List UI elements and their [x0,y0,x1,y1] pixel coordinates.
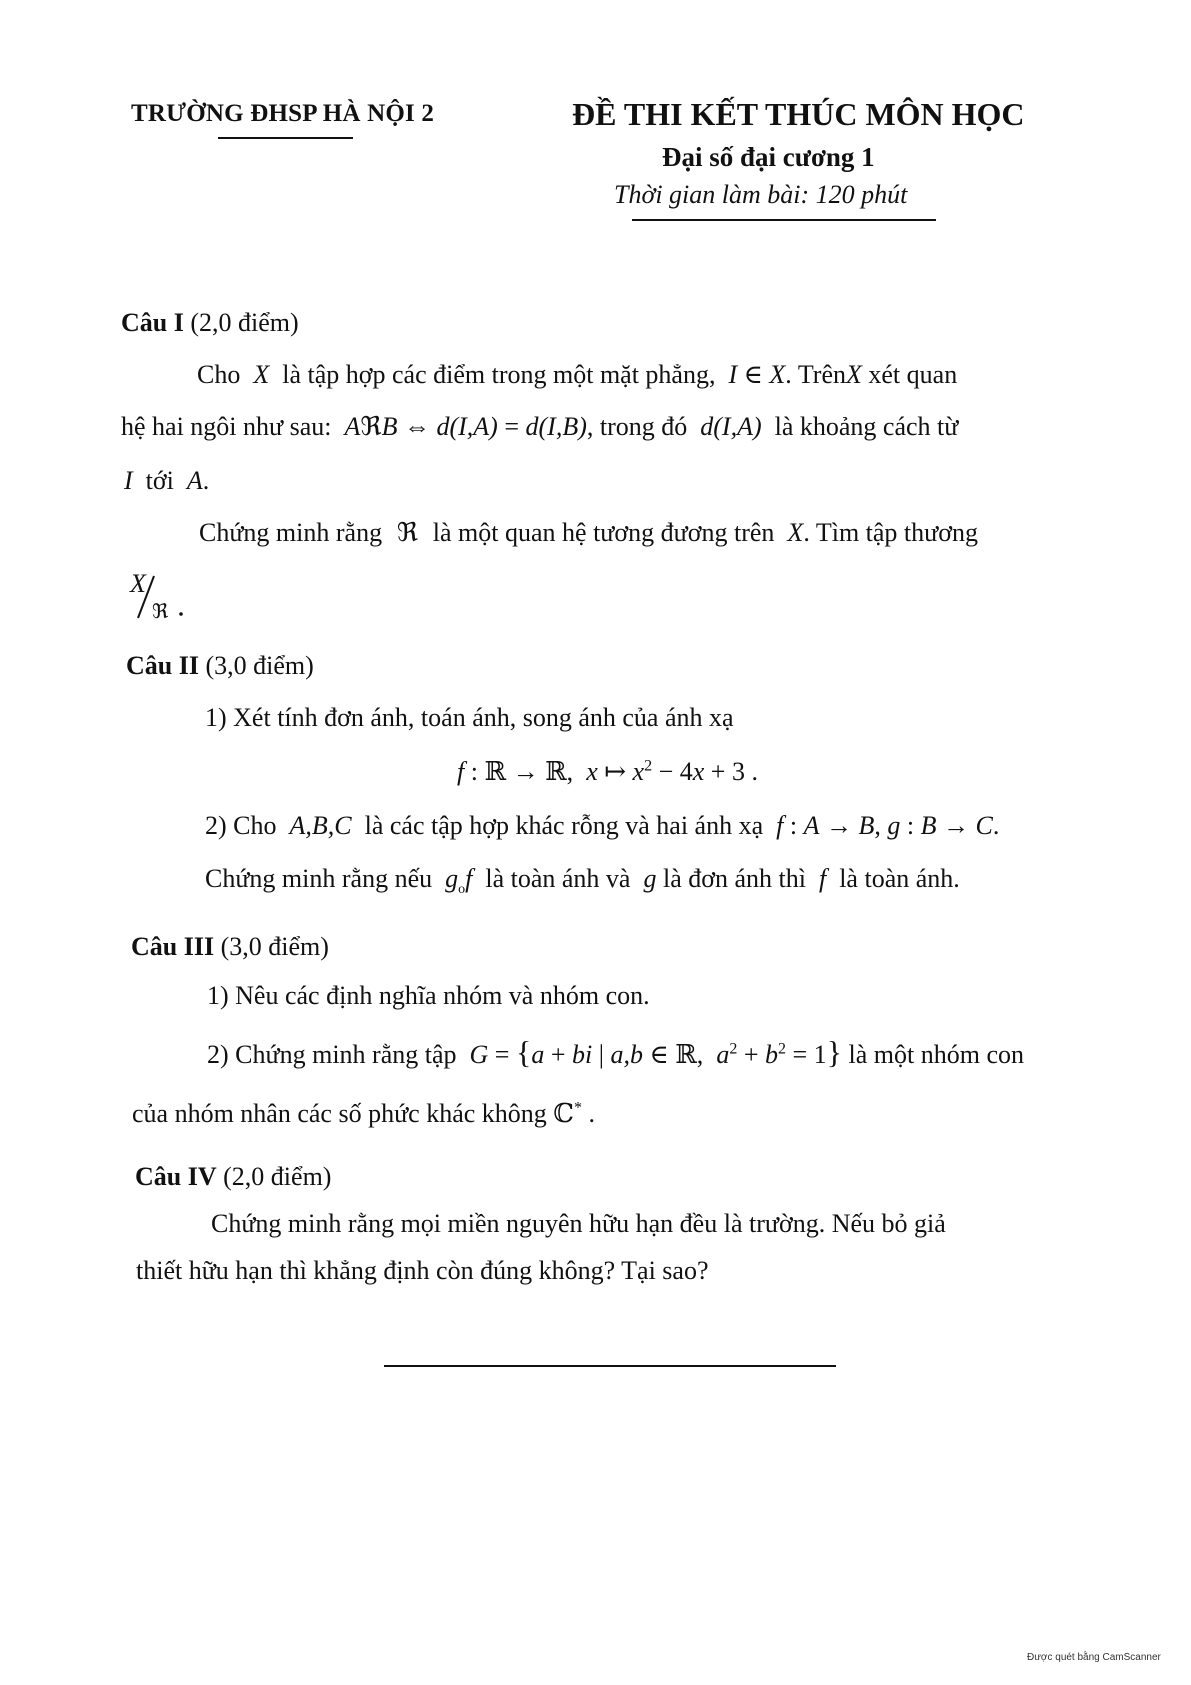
q1-line4: Chứng minh rằng ℜ là một quan hệ tương đương trên X. Tìm tập thương [199,518,978,548]
svg-text:X: X [130,569,146,598]
q1-text: là tập hợp các điểm trong một mặt phẳng, [282,360,716,389]
q2-points: (3,0 điểm) [205,651,314,680]
q2-item2-line2: Chứng minh rằng nếu $g_of$ là toàn ánh và g là đơn ánh thì f là toàn ánh. [205,864,960,898]
q2-text: là các tập hợp khác rỗng và hai ánh xạ [364,811,764,840]
q3-text: của nhóm nhân các số phức khác không [132,1099,547,1128]
q2-text: Chứng minh rằng nếu [205,864,433,893]
q1-text: . Trên [785,360,846,389]
q3-points: (3,0 điểm) [220,932,329,961]
q2-title: Câu II [126,651,199,680]
quotient-set-symbol [124,568,194,624]
q2-text: 2) Cho [205,811,277,840]
q3-heading [131,932,329,962]
school-underline [218,137,353,139]
q4-points: (2,0 điểm) [223,1162,332,1191]
q1-title: Câu I [121,308,184,337]
q2-text: là toàn ánh. [839,864,960,893]
duration-underline [632,219,936,221]
subject-name: Đại số đại cương 1 [662,142,875,172]
q2-map-formula: f : ℝ → ℝ, x ↦ $x^2 - 4x + 3$ . [457,757,758,786]
q3-item2-line2: của nhóm nhân các số phức khác không ℂ* . [132,1099,595,1128]
q4-line2: thiết hữu hạn thì khẳng định còn đúng không? Tại sao? [136,1256,709,1285]
q1-text: hệ hai ngôi như sau: [121,412,332,441]
q3-text: 2) Chứng minh rằng tập [207,1040,457,1069]
q1-text: tới [145,466,174,495]
q2-text: là đơn ánh thì [662,864,806,893]
q1-line1: Cho X là tập hợp các điểm trong một mặt phẳng, I ∈ X. TrênX xét quan [197,360,958,389]
q2-text: là toàn ánh và [485,864,631,893]
q2-item1: 1) Xét tính đơn ánh, toán ánh, song ánh của ánh xạ [205,703,734,732]
q1-heading [121,308,299,338]
exam-title: ĐỀ THI KẾT THÚC MÔN HỌC [572,96,1025,132]
q3-item2: 2) Chứng minh rằng tập G = {a + bi | a,b ∈ ℝ, $a^2 + b^2 = 1$} là một nhóm con [207,1034,1024,1070]
q2-item2: 2) Cho A,B,C là các tập hợp khác rỗng và hai ánh xạ f : A → B, g : B → C. [205,811,1000,840]
q1-line2: hệ hai ngôi như sau: AℜB ⇔ d(I,A) = d(I,B), trong đó d(I,A) là khoảng cách từ [121,412,959,442]
q4-heading [135,1162,331,1192]
q3-text: là một nhóm con [848,1040,1024,1069]
q1-text: xét quan [868,360,958,389]
q2-heading [126,651,314,681]
q4-title: Câu IV [135,1162,217,1191]
q1-text: là khoảng cách từ [774,412,959,441]
svg-text:ℜ: ℜ [152,599,169,623]
q1-text: là một quan hệ tương đương trên [432,518,775,547]
q1-line3: I tới A. [124,466,210,495]
q1-points: (2,0 điểm) [190,308,299,337]
q4-line1: Chứng minh rằng mọi miền nguyên hữu hạn đều là trường. Nếu bỏ giả [211,1209,946,1238]
q1-text: . Tìm tập thương [803,518,978,547]
q1-text: Cho [197,360,241,389]
scanner-watermark: Được quét bằng CamScanner [1027,1652,1161,1663]
q3-title: Câu III [131,932,215,961]
q1-text: , trong đó [586,412,688,441]
exam-duration: Thời gian làm bài: 120 phút [614,180,908,209]
q1-text: Chứng minh rằng [199,518,383,547]
q3-item1: 1) Nêu các định nghĩa nhóm và nhóm con. [207,981,650,1010]
end-divider [384,1365,836,1367]
school-name: TRƯỜNG ĐHSP HÀ NỘI 2 [131,100,435,127]
